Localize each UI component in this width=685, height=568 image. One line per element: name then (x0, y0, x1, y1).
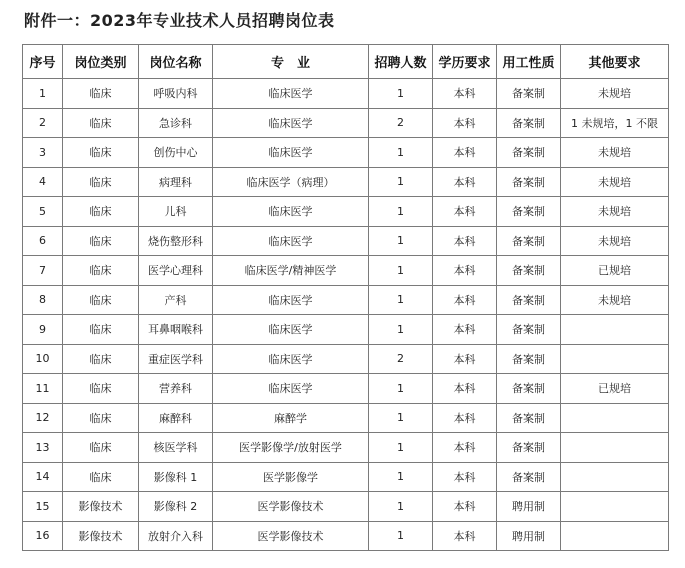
cell-employment: 聘用制 (497, 492, 561, 522)
table-row (23, 403, 669, 433)
cell-position: 放射介入科 (139, 521, 213, 551)
cell-employment: 备案制 (497, 315, 561, 345)
cell-no: 6 (23, 226, 63, 256)
cell-count: 1 (369, 521, 433, 551)
cell-other (561, 344, 669, 374)
header-position: 岗位名称 (139, 45, 213, 79)
table-row (23, 433, 669, 463)
cell-employment: 备案制 (497, 344, 561, 374)
table-row (23, 226, 669, 256)
table-row (23, 197, 669, 227)
cell-major: 麻醉学 (213, 403, 369, 433)
cell-other: 已规培 (561, 256, 669, 286)
header-other: 其他要求 (561, 45, 669, 79)
table-row (23, 492, 669, 522)
cell-education: 本科 (433, 138, 497, 168)
cell-position: 产科 (139, 285, 213, 315)
cell-position: 核医学科 (139, 433, 213, 463)
table-row (23, 138, 669, 168)
header-row (23, 45, 669, 79)
cell-major: 临床医学 (213, 138, 369, 168)
cell-count: 2 (369, 108, 433, 138)
cell-employment: 聘用制 (497, 521, 561, 551)
cell-no: 1 (23, 79, 63, 109)
cell-category: 临床 (63, 79, 139, 109)
cell-education: 本科 (433, 462, 497, 492)
cell-education: 本科 (433, 79, 497, 109)
cell-employment: 备案制 (497, 79, 561, 109)
cell-position: 儿科 (139, 197, 213, 227)
cell-position: 病理科 (139, 167, 213, 197)
cell-count: 1 (369, 462, 433, 492)
cell-employment: 备案制 (497, 433, 561, 463)
cell-position: 影像科 2 (139, 492, 213, 522)
header-employment: 用工性质 (497, 45, 561, 79)
cell-category: 临床 (63, 108, 139, 138)
cell-other (561, 433, 669, 463)
cell-major: 临床医学 (213, 315, 369, 345)
cell-education: 本科 (433, 108, 497, 138)
cell-category: 临床 (63, 167, 139, 197)
cell-no: 11 (23, 374, 63, 404)
cell-count: 1 (369, 167, 433, 197)
cell-education: 本科 (433, 315, 497, 345)
cell-count: 1 (369, 138, 433, 168)
cell-other: 未规培 (561, 79, 669, 109)
cell-count: 1 (369, 315, 433, 345)
cell-other: 未规培 (561, 285, 669, 315)
cell-count: 1 (369, 403, 433, 433)
cell-no: 4 (23, 167, 63, 197)
cell-count: 1 (369, 433, 433, 463)
cell-category: 临床 (63, 315, 139, 345)
cell-category: 临床 (63, 138, 139, 168)
table-row (23, 285, 669, 315)
cell-category: 临床 (63, 285, 139, 315)
cell-position: 耳鼻咽喉科 (139, 315, 213, 345)
cell-position: 呼吸内科 (139, 79, 213, 109)
cell-no: 10 (23, 344, 63, 374)
cell-employment: 备案制 (497, 226, 561, 256)
cell-major: 医学影像技术 (213, 521, 369, 551)
cell-position: 急诊科 (139, 108, 213, 138)
cell-major: 临床医学/精神医学 (213, 256, 369, 286)
cell-other (561, 521, 669, 551)
cell-count: 1 (369, 492, 433, 522)
table-row (23, 462, 669, 492)
table-body (23, 79, 669, 551)
cell-position: 麻醉科 (139, 403, 213, 433)
cell-no: 8 (23, 285, 63, 315)
cell-education: 本科 (433, 285, 497, 315)
cell-employment: 备案制 (497, 167, 561, 197)
cell-position: 创伤中心 (139, 138, 213, 168)
table-row (23, 256, 669, 286)
recruitment-table (22, 44, 669, 551)
cell-category: 临床 (63, 344, 139, 374)
cell-position: 医学心理科 (139, 256, 213, 286)
cell-category: 临床 (63, 374, 139, 404)
cell-other: 未规培 (561, 197, 669, 227)
table-row (23, 521, 669, 551)
cell-count: 1 (369, 374, 433, 404)
header-education: 学历要求 (433, 45, 497, 79)
cell-category: 影像技术 (63, 492, 139, 522)
cell-category: 临床 (63, 226, 139, 256)
header-no: 序号 (23, 45, 63, 79)
table-row (23, 108, 669, 138)
cell-category: 临床 (63, 197, 139, 227)
cell-position: 营养科 (139, 374, 213, 404)
cell-major: 临床医学 (213, 226, 369, 256)
cell-major: 医学影像学/放射医学 (213, 433, 369, 463)
cell-education: 本科 (433, 521, 497, 551)
cell-no: 12 (23, 403, 63, 433)
cell-employment: 备案制 (497, 197, 561, 227)
cell-no: 2 (23, 108, 63, 138)
table-row (23, 167, 669, 197)
cell-other (561, 492, 669, 522)
cell-count: 1 (369, 285, 433, 315)
cell-employment: 备案制 (497, 138, 561, 168)
cell-position: 影像科 1 (139, 462, 213, 492)
cell-no: 16 (23, 521, 63, 551)
cell-other: 未规培 (561, 167, 669, 197)
cell-other: 未规培 (561, 226, 669, 256)
cell-major: 临床医学 (213, 108, 369, 138)
cell-count: 1 (369, 79, 433, 109)
header-category: 岗位类别 (63, 45, 139, 79)
cell-employment: 备案制 (497, 403, 561, 433)
cell-other (561, 403, 669, 433)
cell-employment: 备案制 (497, 256, 561, 286)
header-count: 招聘人数 (369, 45, 433, 79)
cell-category: 临床 (63, 256, 139, 286)
cell-major: 医学影像学 (213, 462, 369, 492)
cell-major: 临床医学 (213, 197, 369, 227)
cell-employment: 备案制 (497, 374, 561, 404)
cell-category: 临床 (63, 462, 139, 492)
header-major: 专 业 (213, 45, 369, 79)
cell-no: 5 (23, 197, 63, 227)
cell-other: 已规培 (561, 374, 669, 404)
cell-education: 本科 (433, 256, 497, 286)
cell-position: 重症医学科 (139, 344, 213, 374)
cell-count: 1 (369, 226, 433, 256)
cell-count: 1 (369, 197, 433, 227)
cell-education: 本科 (433, 433, 497, 463)
cell-major: 临床医学 (213, 285, 369, 315)
cell-education: 本科 (433, 492, 497, 522)
cell-major: 医学影像技术 (213, 492, 369, 522)
cell-education: 本科 (433, 167, 497, 197)
cell-major: 临床医学 (213, 374, 369, 404)
cell-education: 本科 (433, 344, 497, 374)
cell-category: 临床 (63, 433, 139, 463)
table-row (23, 374, 669, 404)
cell-education: 本科 (433, 403, 497, 433)
cell-other (561, 462, 669, 492)
cell-other: 未规培 (561, 138, 669, 168)
cell-employment: 备案制 (497, 462, 561, 492)
cell-no: 7 (23, 256, 63, 286)
cell-count: 1 (369, 256, 433, 286)
cell-employment: 备案制 (497, 108, 561, 138)
cell-other: 1 未规培，1 不限 (561, 108, 669, 138)
cell-no: 9 (23, 315, 63, 345)
cell-no: 3 (23, 138, 63, 168)
cell-count: 2 (369, 344, 433, 374)
cell-no: 13 (23, 433, 63, 463)
cell-major: 临床医学 (213, 344, 369, 374)
cell-category: 临床 (63, 403, 139, 433)
cell-education: 本科 (433, 374, 497, 404)
cell-education: 本科 (433, 197, 497, 227)
cell-no: 14 (23, 462, 63, 492)
cell-no: 15 (23, 492, 63, 522)
cell-other (561, 315, 669, 345)
document-title: 附件一：2023年专业技术人员招聘岗位表 (24, 11, 335, 30)
cell-category: 影像技术 (63, 521, 139, 551)
cell-education: 本科 (433, 226, 497, 256)
cell-major: 临床医学（病理） (213, 167, 369, 197)
table-row (23, 79, 669, 109)
table-row (23, 344, 669, 374)
cell-major: 临床医学 (213, 79, 369, 109)
cell-employment: 备案制 (497, 285, 561, 315)
cell-position: 烧伤整形科 (139, 226, 213, 256)
table-row (23, 315, 669, 345)
